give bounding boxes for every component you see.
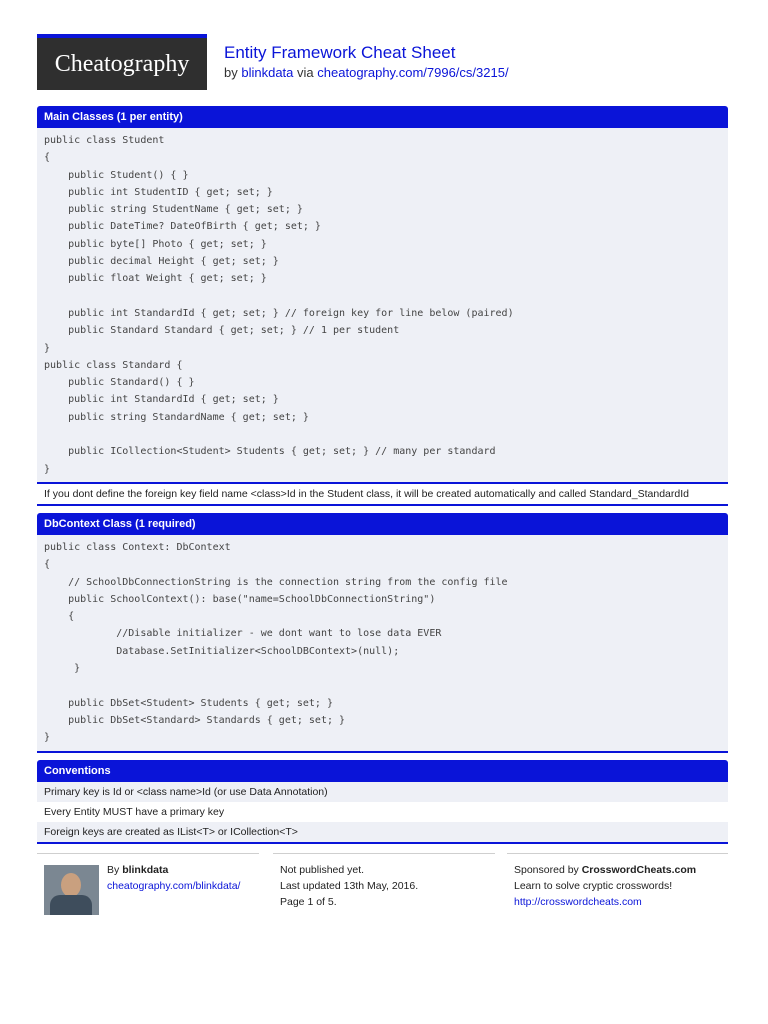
- dbcontext-section: [37, 513, 728, 753]
- sheet-url-link[interactable]: cheatography.com/7996/cs/3215/: [317, 65, 509, 80]
- avatar: [44, 865, 99, 915]
- by-label: By: [107, 864, 120, 876]
- list-item: Primary key is Id or <class name>Id (or use Data Annotation): [37, 782, 728, 802]
- section-title: Main Classes (1 per entity): [37, 106, 728, 128]
- page-title: Entity Framework Cheat Sheet: [224, 43, 456, 62]
- code-block: public class Student { public Student() { } public int StudentID { get; set; } public string StudentName { get; set; } public DateTime? DateOfBirth { get; set; } public byte[] Photo { get; set; } public decimal Height { get; set; } public float Weight { get; set; } public int StandardId { get; set; } // foreign key for line below (paired) public Standard Standard { get; set; } // 1 per student } public class Standard { public Standard() { } public int StandardId { get; set; } public string StandardName { get; set; } public ICollection<Student> Students { get; set; } // many per standard }: [37, 128, 728, 484]
- conventions-section: [37, 760, 728, 844]
- section-title: DbContext Class (1 required): [37, 513, 728, 535]
- sponsor-prefix: Sponsored by: [514, 864, 579, 876]
- byline: [224, 65, 509, 80]
- list-item: Every Entity MUST have a primary key: [44, 806, 225, 818]
- page-number: Page 1 of 5.: [280, 896, 337, 908]
- sponsor-link[interactable]: http://crosswordcheats.com: [514, 896, 642, 908]
- by-prefix: by: [224, 65, 238, 80]
- cheatography-logo[interactable]: Cheatography: [37, 34, 207, 90]
- list-item: Foreign keys are created as IList<T> or ICollection<T>: [37, 822, 728, 844]
- code-block: public class Context: DbContext { // SchoolDbConnectionString is the connection string from the config file public SchoolContext(): base("name=SchoolDbConnectionString") { //Disable initializer - we dont want to lose data EVER Database.SetInitializer<SchoolDBContext>(null); } public DbSet<Student> Students { get; set; } public DbSet<Standard> Standards { get; set; } }: [37, 535, 728, 753]
- author-name: blinkdata: [122, 864, 169, 876]
- author-profile-link[interactable]: cheatography.com/blinkdata/: [107, 880, 241, 892]
- page-footer: [37, 853, 728, 923]
- sponsor-tagline: Learn to solve cryptic crosswords!: [514, 880, 673, 892]
- footer-sponsor: [507, 853, 728, 922]
- footer-status: [273, 853, 495, 922]
- author-link[interactable]: blinkdata: [241, 65, 294, 80]
- publish-status: Not published yet.: [280, 864, 365, 876]
- main-classes-section: [37, 106, 728, 506]
- section-note: If you dont define the foreign key field name <class>Id in the Student class, it will be created automatically and called Standard_StandardId: [37, 484, 728, 506]
- section-title: Conventions: [37, 760, 728, 782]
- last-updated: Last updated 13th May, 2016.: [280, 880, 419, 892]
- sponsor-name: CrosswordCheats.com: [581, 864, 697, 876]
- footer-author: [37, 853, 259, 922]
- via-text: via: [297, 65, 314, 80]
